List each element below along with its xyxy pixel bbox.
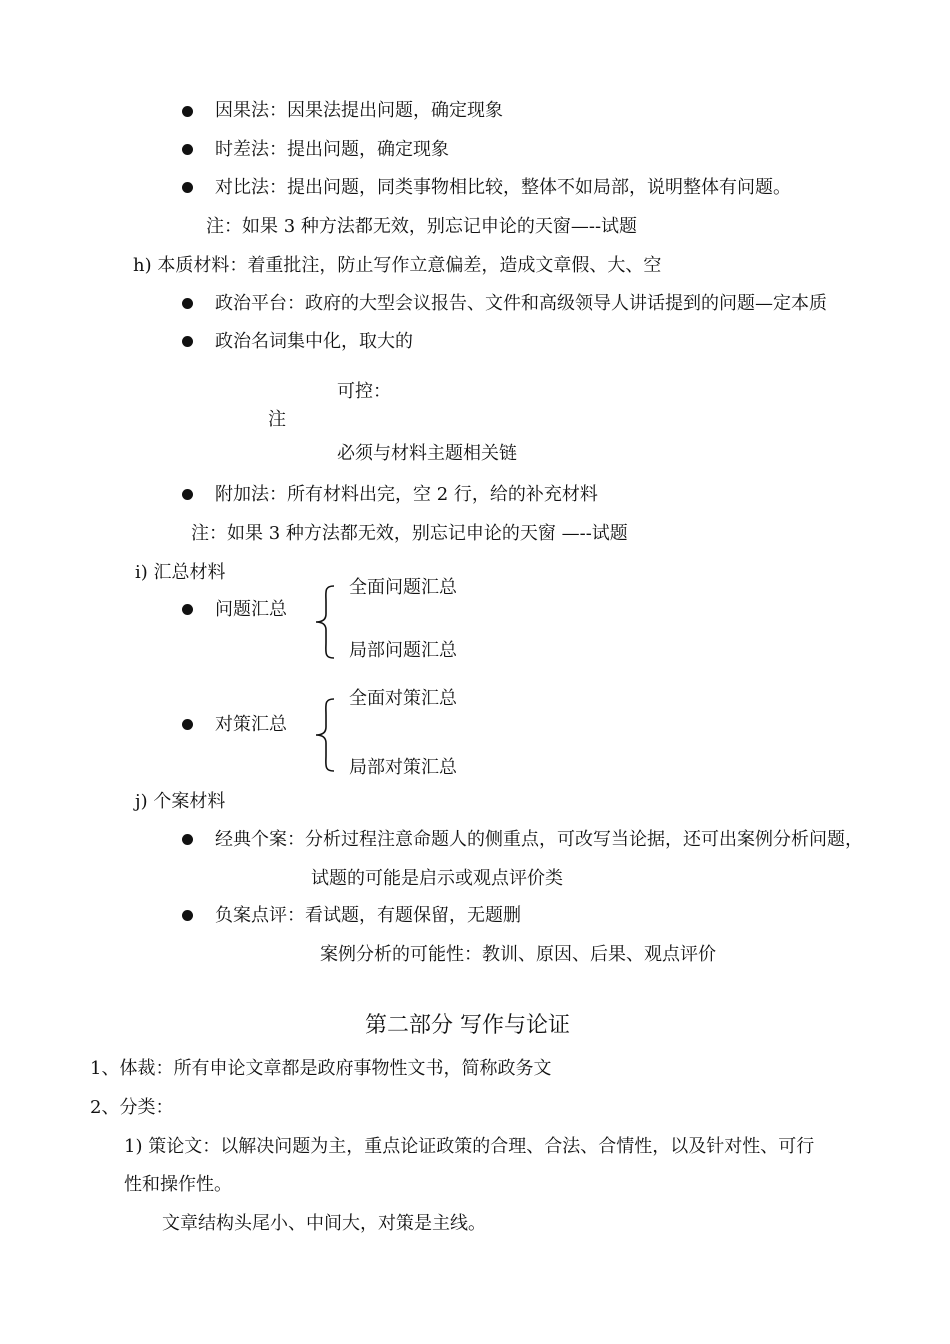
relevance-requirement: 必须与材料主题相关链 [337,443,517,464]
overall-problem-summary: 全面问题汇总 [349,577,457,598]
bullet-time-difference-method: 时差法：提出问题，确定现象 [215,139,449,160]
bullet-dot [182,719,193,730]
note-marker: 注 [268,409,286,430]
paragraph-classification: 2、分类： [90,1097,174,1118]
curly-brace-icon [310,584,340,660]
bullet-dot [182,834,193,845]
overall-countermeasure-summary: 全面对策汇总 [349,688,457,709]
paragraph-policy-essay: 1) 策论文：以解决问题为主，重点论证政策的合理、合法、合情性，以及针对性、可行 [124,1136,815,1157]
section-j-heading: j) 个案材料 [135,791,226,812]
section-i-heading: i) 汇总材料 [135,562,226,583]
bullet-dot [182,910,193,921]
bullet-dot [182,604,193,615]
bullet-dot [182,182,193,193]
part-two-title: 第二部分 写作与论证 [365,1013,570,1038]
bullet-dot [182,144,193,155]
controllable-label: 可控： [337,381,391,402]
case-analysis-possibility: 案例分析的可能性：教训、原因、后果、观点评价 [320,944,716,965]
partial-countermeasure-summary: 局部对策汇总 [349,757,457,778]
bullet-dot [182,336,193,347]
paragraph-genre: 1、体裁：所有申论文章都是政府事物性文书，简称政务文 [90,1058,552,1079]
bullet-problem-summary: 问题汇总 [215,599,287,620]
bullet-countermeasure-summary: 对策汇总 [215,714,287,735]
bullet-classic-case: 经典个案：分析过程注意命题人的侧重点，可改写当论据，还可出案例分析问题， [215,829,863,850]
bullet-additional-method: 附加法：所有材料出完，空 2 行，给的补充材料 [215,484,598,505]
bullet-negative-case: 负案点评：看试题，有题保留，无题删 [215,905,521,926]
bullet-dot [182,106,193,117]
bullet-causal-method: 因果法：因果法提出问题，确定现象 [215,100,503,121]
classic-case-continuation: 试题的可能是启示或观点评价类 [311,868,563,889]
bullet-dot [182,298,193,309]
note-line: 注：如果 3 种方法都无效，别忘记申论的天窗—--试题 [206,216,638,237]
partial-problem-summary: 局部问题汇总 [349,640,457,661]
bullet-political-terms: 政治名词集中化，取大的 [215,331,413,352]
note-line: 注：如果 3 种方法都无效，别忘记申论的天窗 —--试题 [191,523,628,544]
paragraph-structure: 文章结构头尾小、中间大，对策是主线。 [162,1213,486,1234]
section-h-heading: h) 本质材料：着重批注，防止写作立意偏差，造成文章假、大、空 [133,255,662,276]
curly-brace-icon [310,697,340,773]
bullet-political-platform: 政治平台：政府的大型会议报告、文件和高级领导人讲话提到的问题—定本质 [215,293,827,314]
bullet-comparison-method: 对比法：提出问题，同类事物相比较，整体不如局部，说明整体有问题。 [215,177,791,198]
paragraph-policy-essay-continuation: 性和操作性。 [124,1174,232,1195]
bullet-dot [182,489,193,500]
